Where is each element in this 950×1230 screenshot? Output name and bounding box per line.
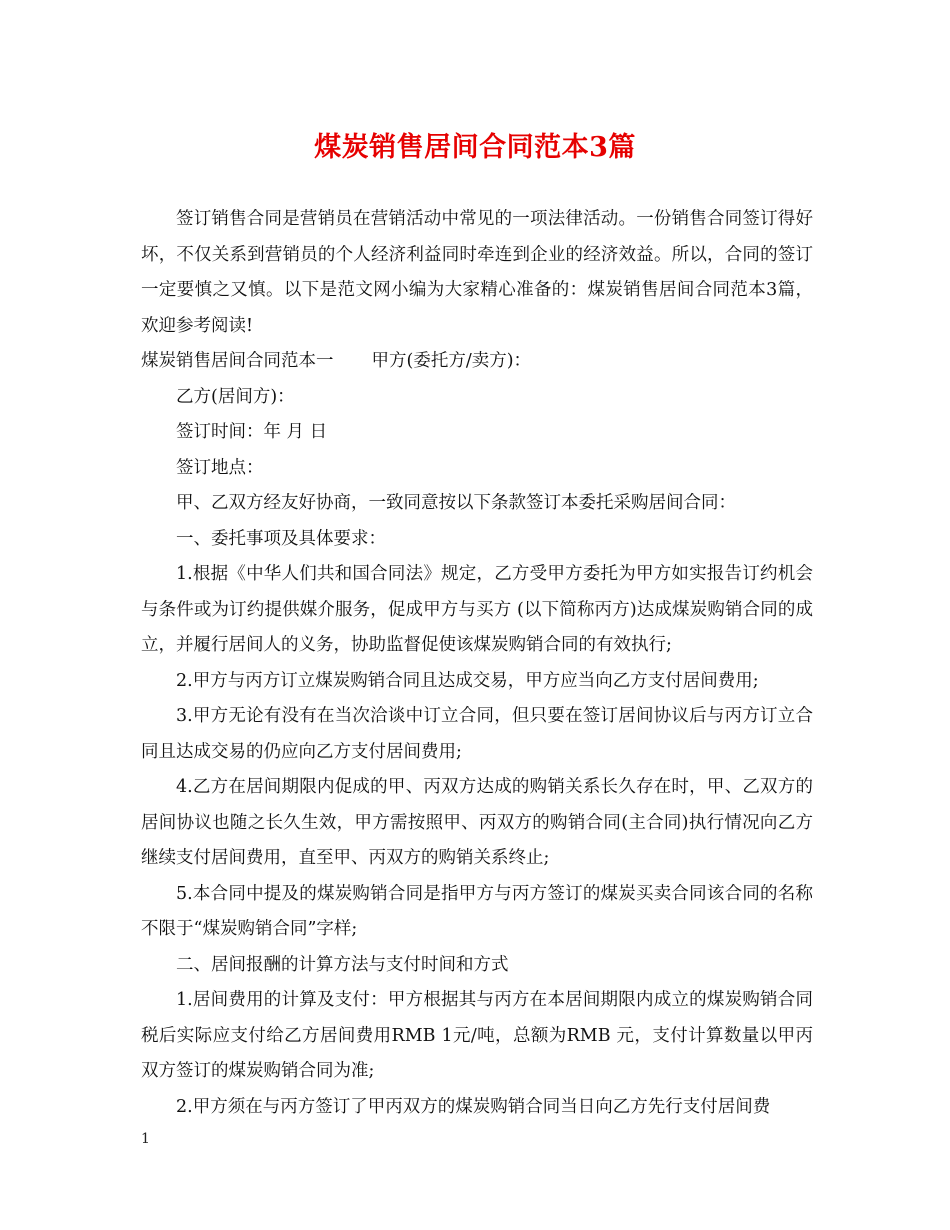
sample-heading: 煤炭销售居间合同范本一: [141, 351, 334, 371]
page-number: 1: [141, 1131, 150, 1147]
party-a-line: 甲方(委托方/卖方)：: [371, 351, 532, 371]
document-title: 煤炭销售居间合同范本3篇: [314, 132, 636, 163]
document-body: [141, 202, 813, 1125]
preamble-paragraph: 甲、乙双方经友好协商，一致同意按以下条款签订本委托采购居间合同：: [176, 493, 736, 513]
clause-2-1: 1.居间费用的计算及支付：甲方根据其与丙方在本居间期限内成立的煤炭购销合同税后实际应支付给乙方居间费用RMB 1元/吨，总额为RMB 元，支付计算数量以甲丙双方签订的煤炭购销合同为准;: [141, 990, 813, 1081]
sample-heading-line: [141, 344, 813, 380]
clause-1-4: 4.乙方在居间期限内促成的甲、丙双方达成的购销关系长久存在时，甲、乙双方的居间协议也随之长久生效，甲方需按照甲、丙双方的购销合同(主合同)执行情况向乙方继续支付居间费用，直至甲、丙双方的购销关系终止;: [141, 777, 813, 868]
intro-paragraph: 签订销售合同是营销员在营销活动中常见的一项法律活动。一份销售合同签订得好坏，不仅关系到营销员的个人经济利益同时牵连到企业的经济效益。所以，合同的签订一定要慎之又慎。以下是范文网小编为大家精心准备的：煤炭销售居间合同范本3篇，欢迎参考阅读!: [141, 209, 813, 336]
clause-1-5: 5.本合同中提及的煤炭购销合同是指甲方与丙方签订的煤炭买卖合同该合同的名称不限于“煤炭购销合同”字样;: [141, 883, 813, 939]
section-1-heading: 一、委托事项及具体要求：: [176, 528, 386, 549]
party-b-line: 乙方(居间方)：: [176, 386, 295, 407]
clause-1-1: 1.根据《中华人们共和国合同法》规定，乙方受甲方委托为甲方如实报告订约机会与条件或为订约提供媒介服务，促成甲方与买方 (以下简称丙方)达成煤炭购销合同的成立，并履行居间人的义务，协助监督促使该煤炭购销合同的有效执行;: [141, 564, 813, 655]
clause-2-2: 2.甲方须在与丙方签订了甲丙双方的煤炭购销合同当日向乙方先行支付居间费: [176, 1096, 771, 1117]
sign-time-line: 签订时间：年 月 日: [176, 422, 328, 442]
sign-place-line: 签订地点：: [176, 457, 264, 478]
section-2-heading: 二、居间报酬的计算方法与支付时间和方式: [176, 954, 509, 975]
clause-1-3: 3.甲方无论有没有在当次洽谈中订立合同，但只要在签订居间协议后与丙方订立合同且达成交易的仍应向乙方支付居间费用;: [141, 706, 813, 762]
clause-1-2: 2.甲方与丙方订立煤炭购销合同且达成交易，甲方应当向乙方支付居间费用;: [176, 670, 759, 691]
